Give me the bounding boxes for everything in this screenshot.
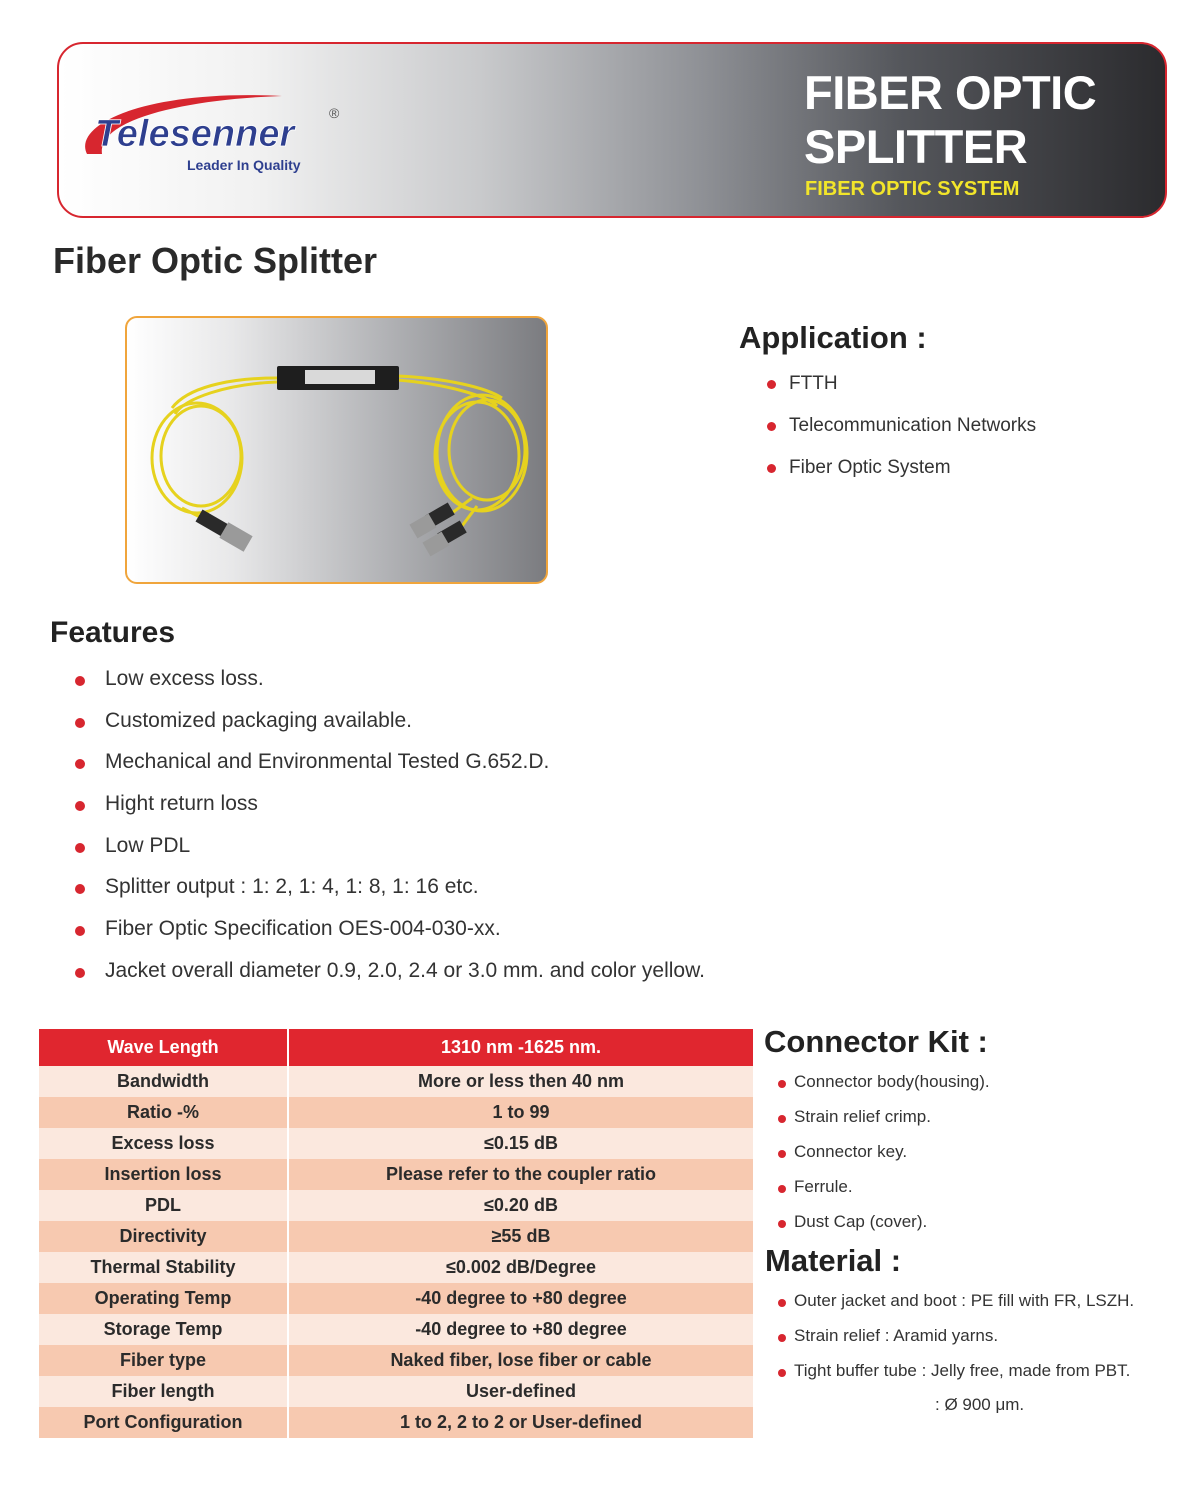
table-row bbox=[39, 1221, 753, 1252]
spec-label: Insertion loss bbox=[39, 1159, 288, 1190]
feature-item: Mechanical and Environmental Tested G.652.D. bbox=[105, 750, 550, 774]
feature-item: Fiber Optic Specification OES-004-030-xx. bbox=[105, 917, 501, 941]
material-list bbox=[778, 1290, 1134, 1395]
table-row bbox=[39, 1190, 753, 1221]
application-item: Fiber Optic System bbox=[789, 457, 951, 478]
feature-item: Hight return loss bbox=[105, 792, 258, 816]
connector-kit-title: Connector Kit : bbox=[764, 1024, 988, 1059]
list-item bbox=[778, 1325, 1134, 1360]
bullet-icon bbox=[778, 1299, 786, 1307]
spec-label: Fiber length bbox=[39, 1376, 288, 1407]
list-item bbox=[75, 916, 705, 958]
features-title: Features bbox=[50, 616, 176, 649]
table-row bbox=[39, 1407, 753, 1438]
list-item bbox=[767, 372, 1036, 414]
list-item bbox=[778, 1290, 1134, 1325]
bullet-icon bbox=[767, 380, 776, 389]
table-header-cell: Wave Length bbox=[39, 1029, 288, 1066]
application-title: Application : bbox=[739, 320, 927, 355]
table-row bbox=[39, 1097, 753, 1128]
features-list bbox=[75, 666, 705, 1000]
table-row bbox=[39, 1376, 753, 1407]
table-row bbox=[39, 1314, 753, 1345]
table-row bbox=[39, 1066, 753, 1097]
table-row bbox=[39, 1345, 753, 1376]
logo-tagline: Leader In Quality bbox=[187, 157, 301, 173]
bullet-icon bbox=[778, 1115, 786, 1123]
bullet-icon bbox=[75, 968, 85, 978]
feature-item: Low PDL bbox=[105, 833, 191, 857]
list-item bbox=[75, 958, 705, 1000]
table-row bbox=[39, 1159, 753, 1190]
table-header-row bbox=[39, 1029, 753, 1066]
spec-value: Naked fiber, lose fiber or cable bbox=[288, 1345, 753, 1376]
spec-value: ≥55 dB bbox=[288, 1221, 753, 1252]
table-row bbox=[39, 1283, 753, 1314]
spec-label: Ratio -% bbox=[39, 1097, 288, 1128]
feature-item: Jacket overall diameter 0.9, 2.0, 2.4 or 3.0 mm. and color yellow. bbox=[105, 958, 705, 982]
bullet-icon bbox=[778, 1369, 786, 1377]
list-item bbox=[75, 708, 705, 750]
spec-label: Thermal Stability bbox=[39, 1252, 288, 1283]
bullet-icon bbox=[75, 801, 85, 811]
bullet-icon bbox=[75, 843, 85, 853]
list-item bbox=[778, 1106, 990, 1141]
spec-label: Bandwidth bbox=[39, 1066, 288, 1097]
bullet-icon bbox=[778, 1080, 786, 1088]
list-item bbox=[767, 456, 1036, 498]
spec-value: -40 degree to +80 degree bbox=[288, 1283, 753, 1314]
material-title: Material : bbox=[765, 1243, 902, 1278]
spec-value: Please refer to the coupler ratio bbox=[288, 1159, 753, 1190]
spec-label: Operating Temp bbox=[39, 1283, 288, 1314]
list-item bbox=[778, 1211, 990, 1246]
connector-kit-item: Connector key. bbox=[794, 1142, 908, 1161]
bullet-icon bbox=[778, 1220, 786, 1228]
fiber-splitter-illustration bbox=[127, 318, 546, 582]
spec-label: Excess loss bbox=[39, 1128, 288, 1159]
material-buffer-diameter: : Ø 900 μm. bbox=[935, 1395, 1025, 1414]
banner-title-line1: FIBER OPTIC bbox=[804, 66, 1097, 119]
spec-value: More or less then 40 nm bbox=[288, 1066, 753, 1097]
header-banner bbox=[57, 42, 1167, 218]
spec-value: -40 degree to +80 degree bbox=[288, 1314, 753, 1345]
table-header-cell: 1310 nm -1625 nm. bbox=[288, 1029, 753, 1066]
spec-value: ≤0.15 dB bbox=[288, 1128, 753, 1159]
bullet-icon bbox=[767, 422, 776, 431]
list-item bbox=[75, 833, 705, 875]
banner-subtitle: FIBER OPTIC SYSTEM bbox=[805, 178, 1020, 200]
spec-value: User-defined bbox=[288, 1376, 753, 1407]
list-item bbox=[778, 1071, 990, 1106]
material-item: Tight buffer tube : Jelly free, made from PBT. bbox=[794, 1361, 1131, 1380]
feature-item: Customized packaging available. bbox=[105, 708, 413, 732]
bullet-icon bbox=[778, 1334, 786, 1342]
list-item bbox=[75, 666, 705, 708]
spec-label: PDL bbox=[39, 1190, 288, 1221]
spec-value: 1 to 99 bbox=[288, 1097, 753, 1128]
spec-table bbox=[39, 1029, 753, 1438]
table-row bbox=[39, 1128, 753, 1159]
application-item: FTTH bbox=[789, 373, 838, 394]
list-item bbox=[778, 1360, 1134, 1395]
connector-kit-item: Connector body(housing). bbox=[794, 1072, 990, 1091]
spec-label: Storage Temp bbox=[39, 1314, 288, 1345]
banner-title bbox=[804, 66, 1096, 174]
list-item bbox=[778, 1141, 990, 1176]
list-item bbox=[778, 1176, 990, 1211]
spec-label: Directivity bbox=[39, 1221, 288, 1252]
spec-value: 1 to 2, 2 to 2 or User-defined bbox=[288, 1407, 753, 1438]
spec-value: ≤0.002 dB/Degree bbox=[288, 1252, 753, 1283]
bullet-icon bbox=[75, 718, 85, 728]
bullet-icon bbox=[75, 926, 85, 936]
logo-text: Telesenner bbox=[95, 113, 295, 155]
list-item bbox=[767, 414, 1036, 456]
bullet-icon bbox=[767, 464, 776, 473]
application-item: Telecommunication Networks bbox=[789, 415, 1037, 436]
connector-kit-list bbox=[778, 1071, 990, 1246]
product-photo bbox=[125, 316, 548, 584]
list-item bbox=[75, 791, 705, 833]
material-item: Strain relief : Aramid yarns. bbox=[794, 1326, 999, 1345]
spec-label: Fiber type bbox=[39, 1345, 288, 1376]
connector-kit-item: Ferrule. bbox=[794, 1177, 853, 1196]
feature-item: Splitter output : 1: 2, 1: 4, 1: 8, 1: 16 etc. bbox=[105, 875, 479, 899]
logo-registered: ® bbox=[329, 105, 340, 121]
spec-value: ≤0.20 dB bbox=[288, 1190, 753, 1221]
list-item bbox=[75, 749, 705, 791]
bullet-icon bbox=[75, 884, 85, 894]
connector-kit-item: Dust Cap (cover). bbox=[794, 1212, 928, 1231]
page-title: Fiber Optic Splitter bbox=[53, 240, 378, 281]
bullet-icon bbox=[75, 759, 85, 769]
bullet-icon bbox=[778, 1150, 786, 1158]
banner-title-line2: SPLITTER bbox=[804, 120, 1028, 173]
connector-kit-item: Strain relief crimp. bbox=[794, 1107, 931, 1126]
table-row bbox=[39, 1252, 753, 1283]
application-list bbox=[767, 372, 1036, 498]
bullet-icon bbox=[778, 1185, 786, 1193]
telesenner-logo bbox=[67, 84, 367, 184]
material-item: Outer jacket and boot : PE fill with FR, LSZH. bbox=[794, 1291, 1135, 1310]
spec-label: Port Configuration bbox=[39, 1407, 288, 1438]
list-item bbox=[75, 874, 705, 916]
bullet-icon bbox=[75, 676, 85, 686]
feature-item: Low excess loss. bbox=[105, 667, 264, 690]
